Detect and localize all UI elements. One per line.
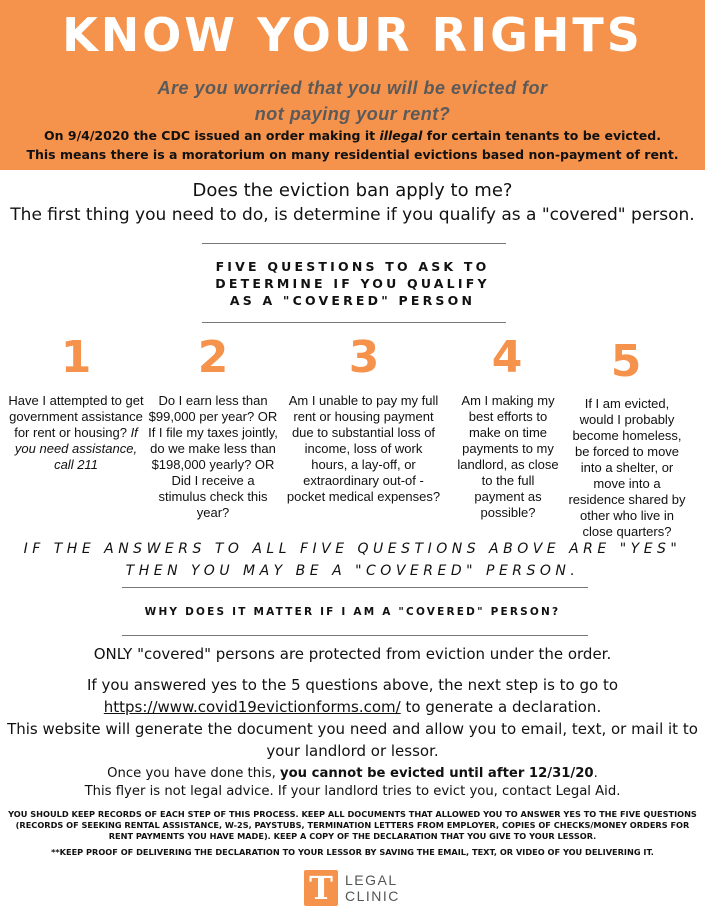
not-legal-advice: This flyer is not legal advice. If your landlord tries to evict you, contact Legal Aid. (84, 784, 621, 799)
intro-instruction: The first thing you need to do, is determine if you qualify as a "covered" person. (10, 205, 695, 225)
question-text-5: If I am evicted, would I probably become homeless, be forced to move into a shelter, or move into a residence shared by other who live in close quarters? (568, 396, 686, 539)
intro-question: Does the eviction ban apply to me? (192, 180, 513, 201)
five-questions-heading (0, 258, 705, 309)
legal-clinic-logo-text (345, 872, 400, 904)
page-title: KNOW YOUR RIGHTS (62, 8, 643, 62)
heading-line-1: FIVE QUESTIONS TO ASK TO (215, 259, 490, 274)
cdc-order-line (0, 128, 705, 143)
cdc-order-emphasis: illegal (379, 128, 423, 143)
records-fine-print: YOU SHOULD KEEP RECORDS OF EACH STEP OF THIS PROCESS. KEEP ALL DOCUMENTS THAT ALLOWED YOU TO ANSWER YES TO THE FIVE QUESTIONS (RECORDS OF SEEKING RENTAL ASSISTANCE, W-2S, PAYSTUBS, TERMINATION LETTERS FROM EMPLOYER, COPIES OF CHECKS/MONEY ORDERS FOR RENT PAYMENTS YOU HAVE MADE). KEEP A COPY OF THE DECLARATION THAT YOU GIVE TO YOUR LESSOR. (8, 809, 697, 841)
declaration-link-suffix: to generate a declaration. (400, 698, 602, 716)
logo-line-2: CLINIC (345, 888, 400, 904)
question-number-3: 3 (348, 332, 380, 383)
cdc-order-suffix: for certain tenants to be evicted. (422, 128, 661, 143)
question-number-4: 4 (491, 332, 523, 383)
question-1-note: If you need assistance, call 211 (14, 425, 138, 472)
question-text-2: Do I earn less than $99,000 per year? OR If I file my taxes jointly, do we make less than $198,000 yearly? OR Did I receive a stimulus check this year? (148, 393, 278, 520)
heading-line-2: DETERMINE IF YOU QUALIFY (215, 276, 490, 291)
question-number-2: 2 (197, 332, 229, 383)
once-prefix: Once you have done this, (107, 766, 280, 781)
cannot-be-evicted-line (0, 766, 705, 781)
question-text-1 (8, 393, 144, 473)
question-line-2: not paying your rent? (254, 104, 451, 124)
once-bold: you cannot be evicted until after 12/31/20 (280, 766, 594, 781)
divider-why-bottom (122, 635, 588, 636)
question-line-1: Are you worried that you will be evicted for (157, 78, 548, 98)
cdc-order-prefix: On 9/4/2020 the CDC issued an order making it (44, 128, 380, 143)
all-yes-line-1: IF THE ANSWERS TO ALL FIVE QUESTIONS ABOVE ARE "YES" (23, 541, 682, 557)
next-step-text: If you answered yes to the 5 questions above, the next step is to go to (87, 676, 618, 694)
question-text-4: Am I making my best efforts to make on time payments to my landlord, as close to the full payment as possible? (457, 393, 559, 520)
proof-fine-print: **KEEP PROOF OF DELIVERING THE DECLARATION TO YOUR LESSOR BY SAVING THE EMAIL, TEXT, OR VIDEO OF YOU DELIVERING IT. (51, 847, 654, 857)
logo-line-1: LEGAL (345, 872, 398, 888)
divider-top (202, 243, 506, 244)
website-text-2: your landlord or lessor. (266, 742, 439, 760)
why-heading: WHY DOES IT MATTER IF I AM A "COVERED" PERSON? (144, 606, 561, 618)
question-number-5: 5 (610, 336, 642, 387)
moratorium-line: This means there is a moratorium on many residential evictions based non-payment of rent. (26, 147, 679, 162)
once-suffix: . (593, 766, 598, 781)
all-yes-line-2: THEN YOU MAY BE A "COVERED" PERSON. (125, 563, 580, 579)
question-number-1: 1 (60, 332, 92, 383)
question-1-body: Have I attempted to get government assistance for rent or housing? (8, 393, 144, 440)
question-text-3: Am I unable to pay my full rent or housing payment due to substantial loss of income, loss of work hours, a lay-off, or extraordinary out-of - pocket medical expenses? (286, 393, 441, 504)
divider-why-top (122, 587, 588, 588)
declaration-link-line (0, 698, 705, 716)
only-covered-text: ONLY "covered" persons are protected from eviction under the order. (93, 645, 612, 663)
heading-line-3: AS A "COVERED" PERSON (229, 293, 476, 308)
declaration-link[interactable]: https://www.covid19evictionforms.com/ (103, 698, 401, 716)
divider-bottom (202, 322, 506, 323)
legal-clinic-logo-t: T (309, 869, 333, 907)
website-text-1: This website will generate the document you need and allow you to email, text, or mail it to (7, 720, 698, 738)
